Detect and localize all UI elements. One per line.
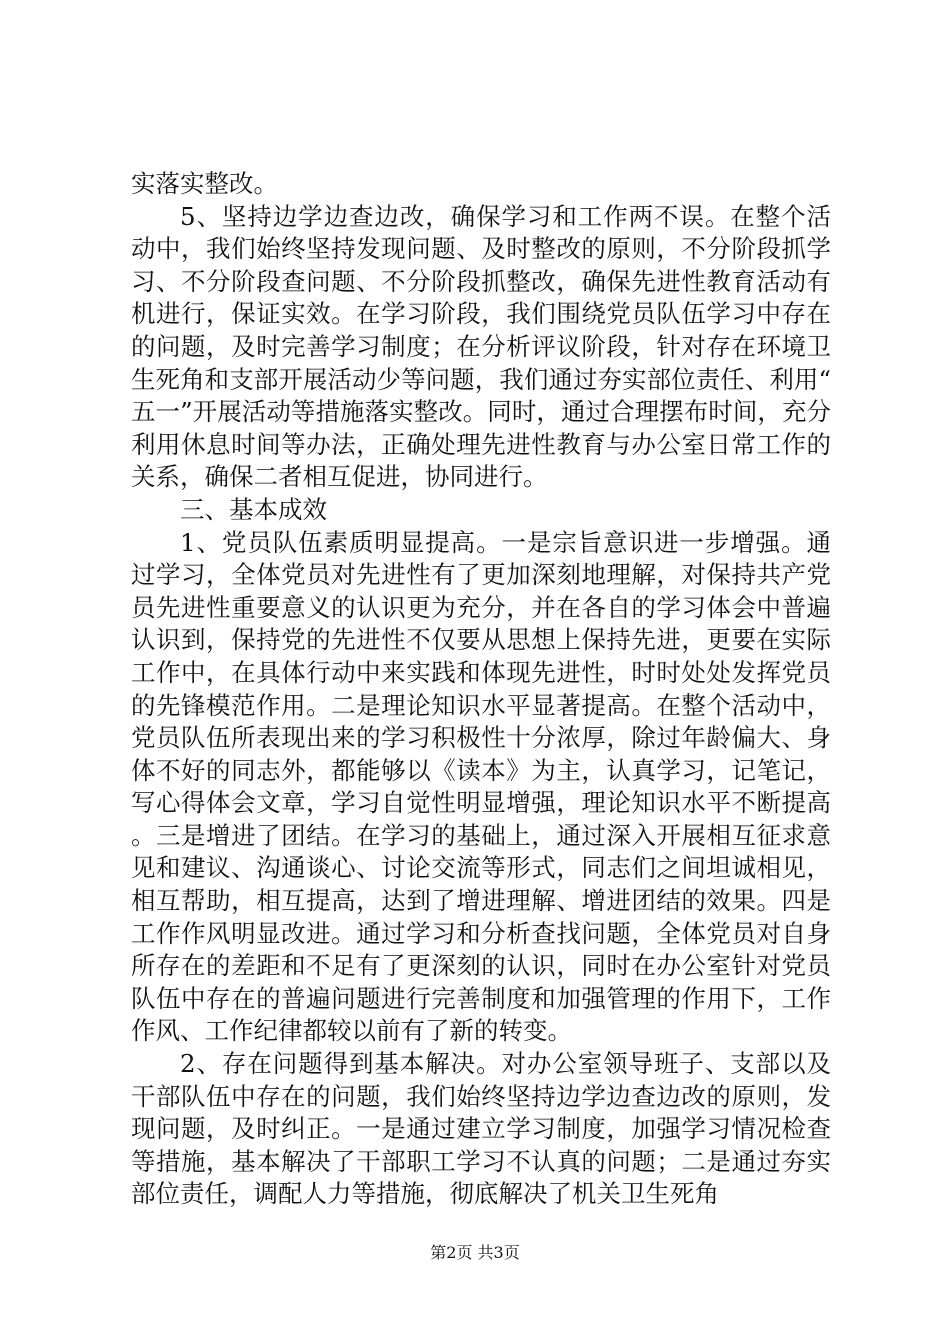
paragraph-continuation: 实落实整改。 <box>131 169 278 198</box>
page-footer <box>0 1243 950 1263</box>
page-number-label: 第2页 共3页 <box>430 1243 520 1262</box>
paragraph-item-1: 1、党员队伍素质明显提高。一是宗旨意识进一步增强。通过学习，全体党员对先进性有了更加深刻地理解，对保持共产党员先进性重要意义的认识更为充分，并在各自的学习体会中普遍认识到，保持党的先进性不仅要从思想上保持先进，更要在实际工作中，在具体行动中来实践和体现先进性，时时处处发挥党员的先锋模范作用。二是理论知识水平显著提高。在整个活动中，党员队伍所表现出来的学习积极性十分浓厚，除过年龄偏大、身体不好的同志外，都能够以《读本》为主，认真学习，记笔记，写心得体会文章，学习自觉性明显增强，理论知识水平不断提高。三是增进了团结。在学习的基础上，通过深入开展相互征求意见和建议、沟通谈心、讨论交流等形式，同志们之间坦诚相见，相互帮助，相互提高，达到了增进理解、增进团结的效果。四是工作作风明显改进。通过学习和分析查找问题，全体党员对自身所存在的差距和不足有了更深刻的认识，同时在办公室针对党员队伍中存在的普遍问题进行完善制度和加强管理的作用下，工作作风、工作纪律都较以前有了新的转变。 <box>131 527 831 1046</box>
paragraph-item-5: 5、坚持边学边查边改，确保学习和工作两不误。在整个活动中，我们始终坚持发现问题、及时整改的原则，不分阶段抓学习、不分阶段查问题、不分阶段抓整改，确保先进性教育活动有机进行，保证实效。在学习阶段，我们围绕党员队伍学习中存在的问题，及时完善学习制度；在分析评议阶段，针对存在环境卫生死角和支部开展活动少等问题，我们通过夯实部位责任、利用“五一”开展活动等措施落实整改。同时，通过合理摆布时间，充分利用休息时间等办法，正确处理先进性教育与办公室日常工作的关系，确保二者相互促进，协同进行。 <box>131 201 831 492</box>
paragraph-item-2: 2、存在问题得到基本解决。对办公室领导班子、支部以及干部队伍中存在的问题，我们始终坚持边学边查边改的原则，发现问题，及时纠正。一是通过建立学习制度，加强学习情况检查等措施，基本解决了干部职工学习不认真的问题；二是通过夯实部位责任，调配人力等措施，彻底解决了机关卫生死角 <box>131 1049 831 1209</box>
document-body <box>131 168 831 1211</box>
section-heading-basic-results: 三、基本成效 <box>180 494 327 524</box>
